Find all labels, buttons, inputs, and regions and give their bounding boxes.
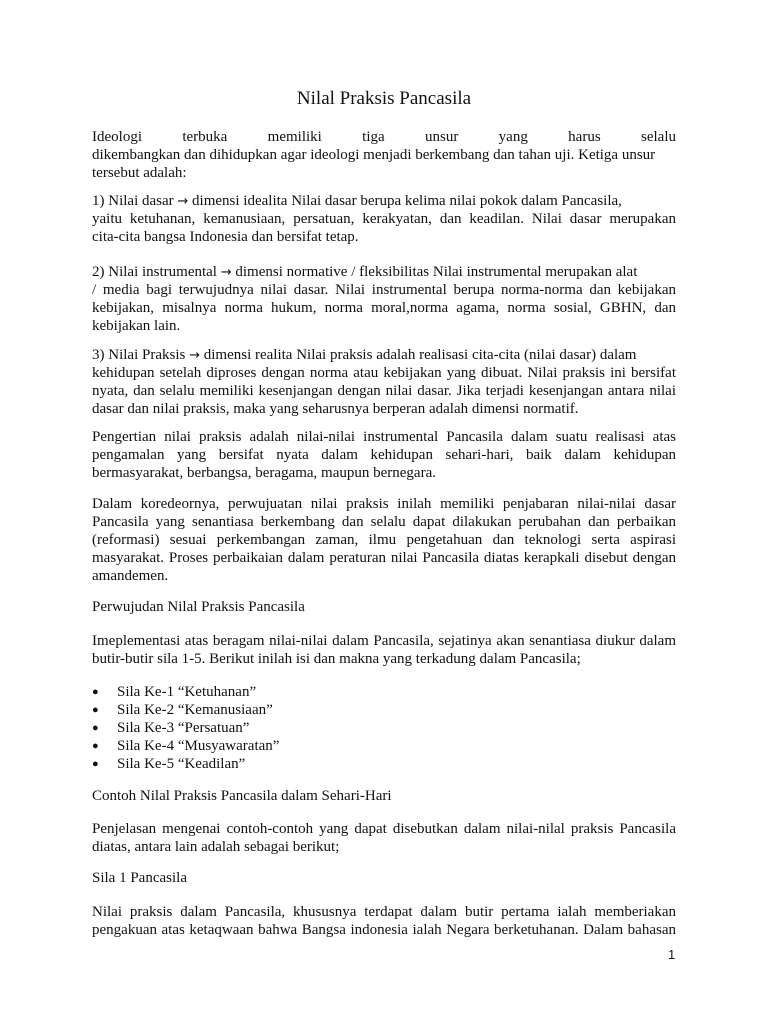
item-nilai-dasar: 1) Nilai dasar → dimensi idealita Nilai dasar berupa kelima nilai pokok dalam Pancasila, yaitu ketuhanan, kemanusiaan, persatuan, kerakyatan, dan keadilan. Nilai dasar merupakan cita-cita bangsa Indonesia dan bersifat tetap. [92,193,676,245]
bullet-icon: ● [92,740,99,752]
penjelasan-paragraph: Penjelasan mengenai contoh-contoh yang dapat disebutkan dalam nilai-nilal praksis Pancasila diatas, antara lain adalah sebagai berikut; [92,821,676,855]
arrow-right-icon: → [177,194,189,209]
sila1-paragraph: Nilai praksis dalam Pancasila, khususnya terdapat dalam butir pertama ialah memberiakan pengakuan atas ketaqwaan bahwa Bangsa indonesia ialah Negara berketuhanan. Dalam bahasan [92,904,676,938]
arrow-right-icon: → [189,348,200,363]
koredeor-paragraph: Dalam koredeornya, perwujuatan nilai praksis inilah memiliki penjabaran nilai-nilai dasar Pancasila yang senantiasa berkembang dan selalu dapat dilakukan perubahan dan perbaikan (reformasi) sesuai perkembangan zaman, ilmu pengetahuan dan teknologi serta aspirasi masyarakat. Proses perbaikaian dalam peraturan nilai Pancasila diatas kerapkali disebut dengan amandemen. [92,496,676,584]
implementasi-paragraph: Imeplementasi atas beragam nilai-nilai dalam Pancasila, sejatinya akan senantiasa diukur dalam butir-butir sila 1-5. Berikut inilah isi dan makna yang terkadung dalam Pancasila; [92,633,676,667]
list-item: ● Sila Ke-1 “Ketuhanan” [92,684,257,700]
bullet-icon: ● [92,686,99,698]
bullet-icon: ● [92,704,99,716]
page-number: 1 [668,947,676,962]
sila-list [92,683,279,773]
item-nilai-instrumental: 2) Nilai instrumental → dimensi normative / fleksibilitas Nilai instrumental merupakan alat / media bagi terwujudnya nilai dasar. Nilai instrumental berupa norma-norma dan kebijakan kebijakan, misalnya norma hukum, norma moral,norma agama, norma sosial, GBHN, dan kebijakan lain. [92,264,676,334]
intro-paragraph: Ideologi terbuka memiliki tiga unsur yang harus selalu dikembangkan dan dihidupkan agar ideologi menjadi berkembang dan tahan uji. Ketiga unsur tersebut adalah: [92,129,676,181]
arrow-right-icon: → [220,265,232,280]
list-item: ● Sila Ke-3 “Persatuan” [92,720,250,736]
bullet-icon: ● [92,758,99,770]
list-item: ● Sila Ke-2 “Kemanusiaan” [92,702,273,718]
page-title: Nilal Praksis Pancasila [296,88,472,109]
item-nilai-praksis: 3) Nilai Praksis → dimensi realita Nilai praksis adalah realisasi cita-cita (nilai dasar) dalam kehidupan setelah diproses dengan norma atau kebijakan yang dibuat. Nilai praksis ini bersifat nyata, dan selalu memiliki kesenjangan dengan nilai dasar. Jika terjadi kesenjangan antara nilai dasar dan nilai praksis, maka yang seharusnya berperan adalah dimensi normatif. [92,347,676,417]
list-item: ● Sila Ke-5 “Keadilan” [92,756,246,772]
pengertian-paragraph: Pengertian nilai praksis adalah nilai-nilai instrumental Pancasila dalam suatu realisasi atas pengamalan yang bersifat nyata dalam kehidupan sehari-hari, baik dalam kehidupan bermasyarakat, berbangsa, beragama, maupun bernegara. [92,429,676,481]
sila1-heading: Sila 1 Pancasila [92,870,187,886]
section-heading-contoh: Contoh Nilal Praksis Pancasila dalam Sehari-Hari [92,788,392,804]
section-heading-perwujudan: Perwujudan Nilal Praksis Pancasila [92,599,305,615]
list-item: ● Sila Ke-4 “Musyawaratan” [92,738,280,754]
bullet-icon: ● [92,722,99,734]
